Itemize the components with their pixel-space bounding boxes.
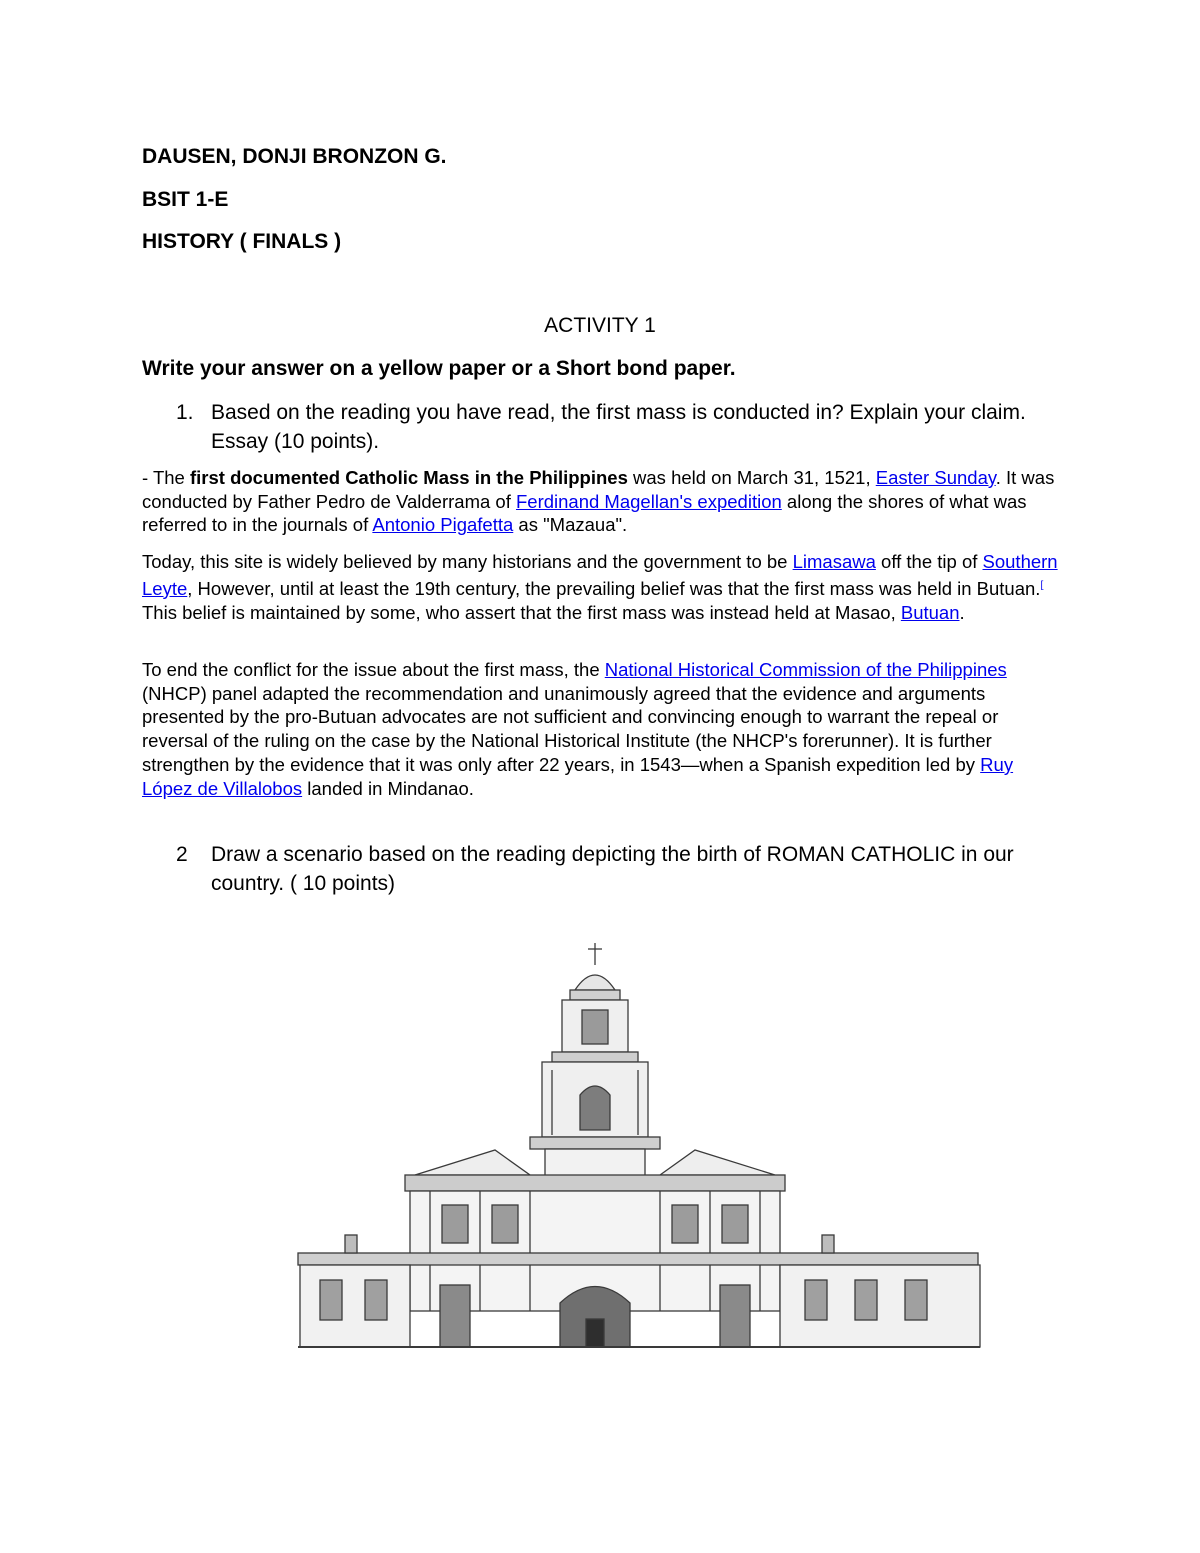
citation-link[interactable]: [ (1040, 579, 1044, 591)
p3-text-2: (NHCP) panel adapted the recommendation and unanimously agreed that the evidence and arguments presented by the pro-Butuan advocates are not sufficient and convincing enough to warrant the repeal or reversal of the ruling on the case by the National Historical Institute (the NHCP's forerunner). It is further strengthen by the evidence that it was only after 22 years, in 1543—when a Spanish expedition led by (142, 682, 999, 775)
southern-leyte-link[interactable]: Southern Leyte (142, 551, 1058, 599)
magellan-expedition-link[interactable]: Ferdinand Magellan's expedition (515, 490, 782, 512)
question-2-number: 2 (176, 843, 188, 866)
p1-text-2: was held on March 31, 1521, (627, 467, 876, 488)
nhcp-link[interactable]: National Historical Commission of the Philippines (604, 659, 1007, 680)
question-1-number: 1. (176, 401, 194, 424)
p1-text-4: along the shores of what was referred to in the journals of (142, 490, 1027, 536)
answer-paragraph-2 (142, 550, 1062, 624)
butuan-link[interactable]: Butuan (900, 601, 960, 623)
limasawa-link[interactable]: Limasawa (792, 551, 876, 572)
answer-paragraph-3 (142, 658, 1062, 800)
villalobos-link[interactable]: Ruy López de Villalobos (142, 753, 1014, 799)
p3-text-1: To end the conflict for the issue about the first mass, the (142, 659, 605, 680)
answer-paragraph-1 (142, 466, 1062, 537)
p2-text-4: This belief is maintained by some, who assert that the first mass was instead held at Masao, (142, 601, 901, 623)
question-1-text: Based on the reading you have read, the first mass is conducted in? Explain your claim. Essay (10 points). (211, 401, 1026, 453)
p2-text-2: off the tip of (875, 551, 983, 572)
instruction-text: Write your answer on a yellow paper or a Short bond paper. (142, 357, 736, 380)
p3-text-3: landed in Mindanao. (302, 777, 474, 799)
activity-title: ACTIVITY 1 (544, 314, 656, 337)
p2-text-5: . (959, 601, 965, 623)
church-sketch-icon (290, 935, 990, 1355)
antonio-pigafetta-link[interactable]: Antonio Pigafetta (372, 514, 514, 536)
p2-text-3: , However, until at least the 19th century, the prevailing belief was that the first mass was held in Butuan. (187, 577, 1041, 599)
subject-title: HISTORY ( FINALS ) (142, 230, 342, 253)
question-2-text: Draw a scenario based on the reading depicting the birth of ROMAN CATHOLIC in our country. ( 10 points) (211, 843, 1014, 895)
p1-bold-phrase: first documented Catholic Mass in the Philippines (189, 467, 628, 488)
p1-text-3: . It was conducted by Father Pedro de Valderrama of (142, 467, 1055, 512)
p2-text-1: Today, this site is widely believed by many historians and the government to be (142, 551, 793, 572)
student-section: BSIT 1-E (142, 188, 229, 211)
easter-sunday-link[interactable]: Easter Sunday (875, 467, 996, 488)
p1-text-5: as "Mazaua". (513, 514, 628, 536)
p1-text-1: - The (142, 467, 190, 488)
student-name: DAUSEN, DONJI BRONZON G. (142, 145, 447, 168)
